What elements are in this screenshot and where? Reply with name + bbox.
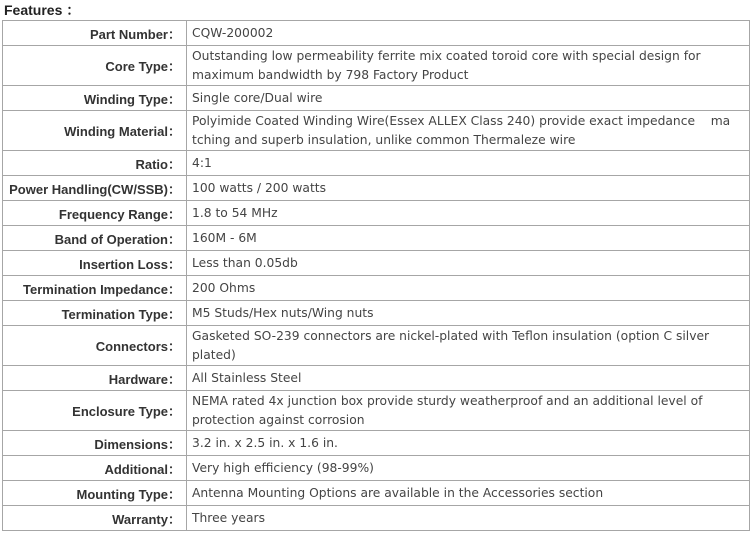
table-row	[3, 201, 750, 226]
row-value-line: tching and superb insulation, unlike common Thermaleze wire	[192, 132, 576, 147]
row-value: M5 Studs/Hex nuts/Wing nuts	[187, 301, 750, 326]
row-value: Very high efficiency (98-99%)	[187, 456, 750, 481]
row-value: 100 watts / 200 watts	[187, 176, 750, 201]
table-row	[3, 366, 750, 391]
table-row	[3, 276, 750, 301]
row-label: Part Number：	[3, 21, 187, 46]
row-value: NEMA rated 4x junction box provide sturdy weatherproof and an additional level of protection against corrosion	[187, 391, 750, 431]
table-row	[3, 506, 750, 531]
row-label: Winding Material：	[3, 111, 187, 151]
features-table	[2, 20, 750, 531]
row-label: Winding Type：	[3, 86, 187, 111]
row-value: Less than 0.05db	[187, 251, 750, 276]
row-value: Outstanding low permeability ferrite mix coated toroid core with special design for maximum bandwidth by 798 Factory Product	[187, 46, 750, 86]
row-value: CQW-200002	[187, 21, 750, 46]
row-label: Warranty：	[3, 506, 187, 531]
row-label: Power Handling(CW/SSB)：	[3, 176, 187, 201]
row-value: Antenna Mounting Options are available in the Accessories section	[187, 481, 750, 506]
row-label: Additional：	[3, 456, 187, 481]
row-value: Single core/Dual wire	[187, 86, 750, 111]
table-row	[3, 301, 750, 326]
features-heading: Features ：	[4, 2, 81, 18]
row-label: Ratio：	[3, 151, 187, 176]
row-value	[187, 111, 750, 151]
row-value: 200 Ohms	[187, 276, 750, 301]
table-row	[3, 86, 750, 111]
row-label: Frequency Range：	[3, 201, 187, 226]
row-value: 3.2 in. x 2.5 in. x 1.6 in.	[187, 431, 750, 456]
table-row	[3, 481, 750, 506]
row-label: Termination Impedance：	[3, 276, 187, 301]
row-label: Insertion Loss：	[3, 251, 187, 276]
table-row	[3, 391, 750, 431]
row-value: 4:1	[187, 151, 750, 176]
table-row	[3, 431, 750, 456]
row-value: All Stainless Steel	[187, 366, 750, 391]
row-value-line: Polyimide Coated Winding Wire(Essex ALLEX Class 240) provide exact impedance ma	[192, 113, 731, 128]
table-row	[3, 21, 750, 46]
row-value: Three years	[187, 506, 750, 531]
row-value: 1.8 to 54 MHz	[187, 201, 750, 226]
table-row	[3, 151, 750, 176]
row-label: Connectors：	[3, 326, 187, 366]
table-row	[3, 456, 750, 481]
table-row	[3, 46, 750, 86]
row-label: Hardware：	[3, 366, 187, 391]
row-label: Core Type：	[3, 46, 187, 86]
row-label: Dimensions：	[3, 431, 187, 456]
table-row	[3, 111, 750, 151]
row-label: Mounting Type：	[3, 481, 187, 506]
row-label: Enclosure Type：	[3, 391, 187, 431]
row-value: Gasketed SO-239 connectors are nickel-plated with Teflon insulation (option C silver plated)	[187, 326, 750, 366]
table-row	[3, 326, 750, 366]
row-value: 160M - 6M	[187, 226, 750, 251]
table-row	[3, 176, 750, 201]
table-row	[3, 226, 750, 251]
table-row	[3, 251, 750, 276]
row-label: Termination Type：	[3, 301, 187, 326]
row-label: Band of Operation：	[3, 226, 187, 251]
